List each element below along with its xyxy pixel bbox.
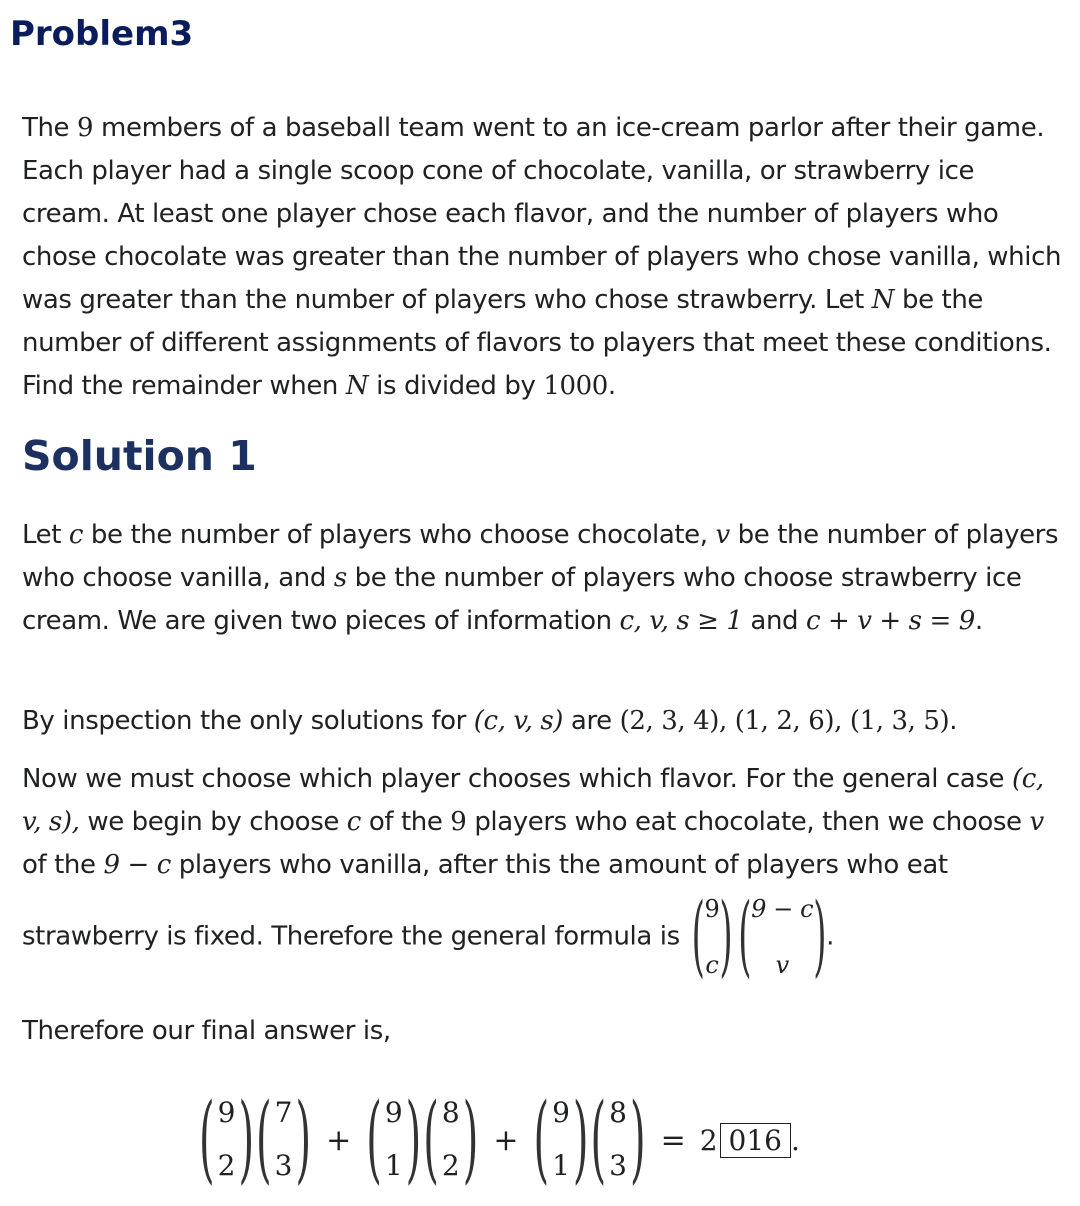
answer-prefix: 2 xyxy=(699,1123,718,1157)
plus-sign: + xyxy=(326,1122,352,1158)
problem-statement: The 9 members of a baseball team went to an ice-cream parlor after their game. Each player had a single scoop cone of chocolate, vanilla, or strawberry ice cream. At least one player chose each flavor, and the number of players who chose chocolate was greater than the number of players who chose vanilla, which was greater than the number of players who chose strawberry. Let N be the number of different assignments of flavors to players that meet these conditions. Find the remainder when N is divided by 1000. xyxy=(22,113,1062,401)
plus-sign: + xyxy=(493,1122,519,1158)
binomial: 9 1 xyxy=(552,1096,570,1183)
binomial: 9 1 xyxy=(384,1096,403,1183)
binomial: 8 2 xyxy=(441,1096,460,1183)
math-tuple: (c, v, s) xyxy=(473,706,564,736)
solution-paragraph-3: Now we must choose which player chooses which flavor. For the general case (c, v, s), we begin by choose c of the 9 players who eat chocolate, then we choose v of the 9 − c players who vanilla, after this the amount of players who eat strawberry is fixed. Therefore the general formula is ( 9 c ) ( 9 − c v ) . xyxy=(22,764,1044,989)
equals-sign: = xyxy=(660,1122,686,1158)
math-number: 9 xyxy=(77,113,94,143)
math-number: 1000 xyxy=(543,371,608,401)
answer-period: . xyxy=(790,1123,800,1157)
problem-title: Problem3 xyxy=(10,14,194,54)
math-solutions: (2, 3, 4), (1, 2, 6), (1, 3, 5) xyxy=(619,706,950,736)
solution-paragraph-2: By inspection the only solutions for (c, v, s) are (2, 3, 4), (1, 2, 6), (1, 3, 5). xyxy=(22,706,958,736)
math-variable: N xyxy=(345,371,369,401)
math-condition: c, v, s ≥ 1 xyxy=(619,606,743,636)
solution-paragraph-4: Therefore our final answer is, xyxy=(22,1016,391,1046)
solution-title: Solution 1 xyxy=(22,432,257,480)
binomial: 8 3 xyxy=(609,1096,627,1183)
binomial: 9 2 xyxy=(217,1096,236,1183)
general-formula: ( 9 c ) ( 9 − c v ) xyxy=(691,885,827,989)
math-equation: c + v + s = 9 xyxy=(806,606,975,636)
solution-paragraph-1: Let c be the number of players who choose chocolate, v be the number of players who choose vanilla, and s be the number of players who choose strawberry ice cream. We are given two pieces of information c, v, s ≥ 1 and c + v + s = 9. xyxy=(22,520,1059,636)
math-variable: N xyxy=(871,285,895,315)
final-answer-equation: ( 9 2 ) ( 7 3 ) + ( 9 1 ) ( 8 2 ) + ( 9 1 ) ( 8 3 ) = 2 016 . xyxy=(199,1084,800,1196)
boxed-answer: 016 xyxy=(720,1123,791,1158)
binomial: 7 3 xyxy=(274,1096,293,1183)
